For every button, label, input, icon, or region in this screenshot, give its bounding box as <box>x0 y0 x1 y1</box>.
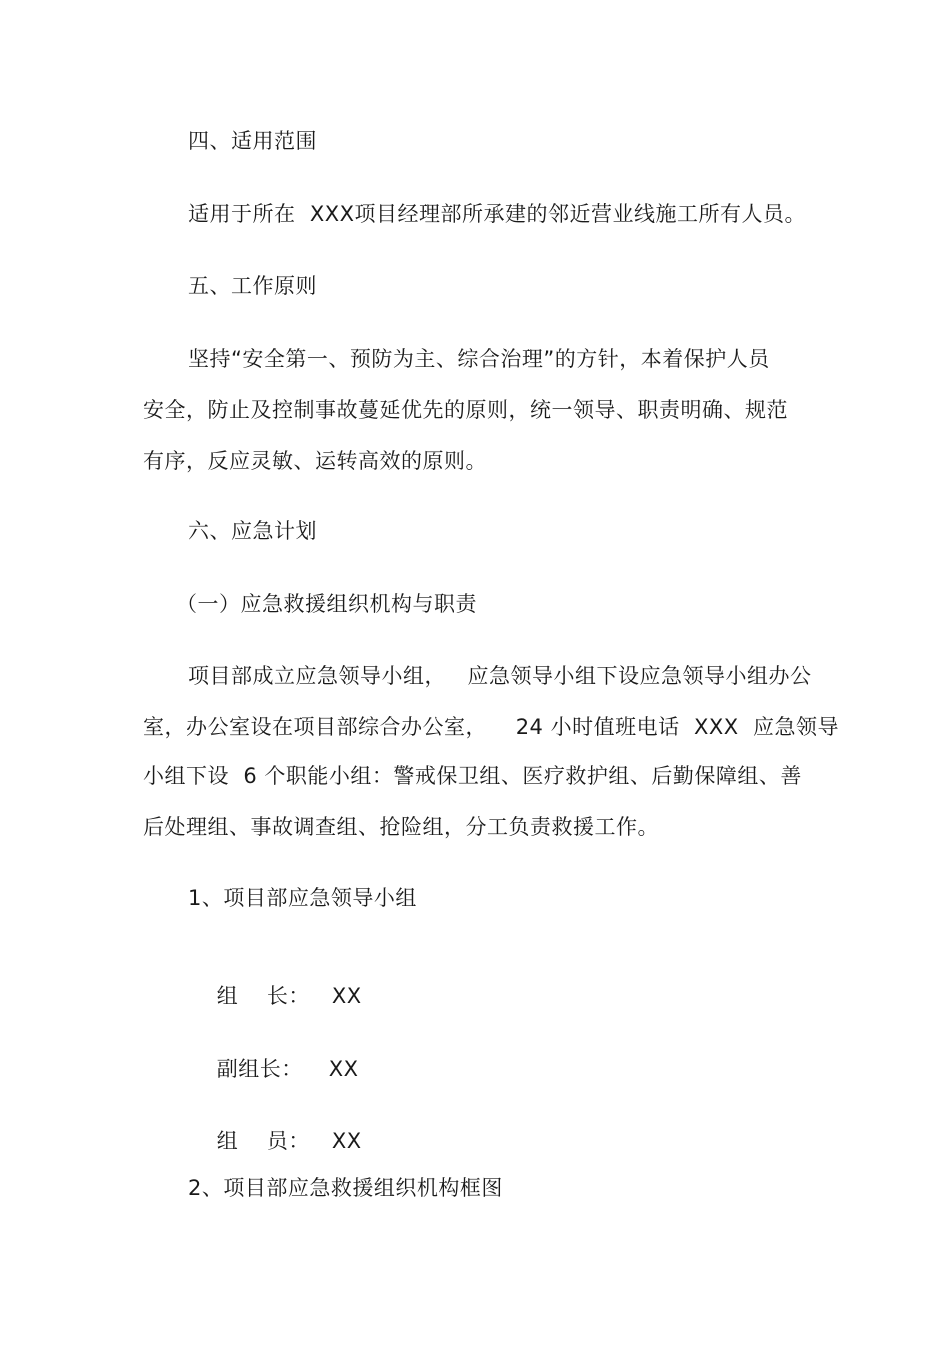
plan-text-line-1: 项目部成立应急领导小组， 应急领导小组下设应急领导小组办公 <box>188 664 812 688</box>
plan-text-line-3: 小组下设 6 个职能小组：警戒保卫组、医疗救护组、后勤保障组、善 <box>143 764 802 788</box>
member-row <box>188 1102 362 1180</box>
deputy-value: XX <box>328 1057 359 1081</box>
leader-label: 组 长： <box>216 984 310 1008</box>
chart-heading: 2、项目部应急救援组织机构框图 <box>188 1176 503 1200</box>
principle-text-line-3: 有序，反应灵敏、运转高效的原则。 <box>143 449 487 473</box>
deputy-row <box>188 1030 358 1108</box>
plan-sub-heading: （一）应急救援组织机构与职责 <box>176 592 477 616</box>
principle-text-line-2: 安全，防止及控制事故蔓延优先的原则，统一领导、职责明确、规范 <box>143 398 788 422</box>
leader-value: XX <box>331 984 362 1008</box>
plan-text-line-4: 后处理组、事故调查组、抢险组，分工负责救援工作。 <box>143 815 659 839</box>
member-value: XX <box>331 1129 362 1153</box>
principle-text-line-1: 坚持“安全第一、预防为主、综合治理”的方针，本着保护人员 <box>188 347 770 371</box>
deputy-label: 副组长： <box>216 1057 303 1081</box>
scope-text: 适用于所在 XXX项目经理部所承建的邻近营业线施工所有人员。 <box>188 202 807 226</box>
principle-heading: 五、工作原则 <box>188 274 317 298</box>
group-heading: 1、项目部应急领导小组 <box>188 886 417 910</box>
plan-text-line-2: 室，办公室设在项目部综合办公室， 24 小时值班电话 XXX 应急领导 <box>143 715 839 739</box>
plan-heading: 六、应急计划 <box>188 519 317 543</box>
leader-row <box>188 957 362 1035</box>
member-label: 组 员： <box>216 1129 310 1153</box>
scope-heading: 四、适用范围 <box>188 129 317 153</box>
